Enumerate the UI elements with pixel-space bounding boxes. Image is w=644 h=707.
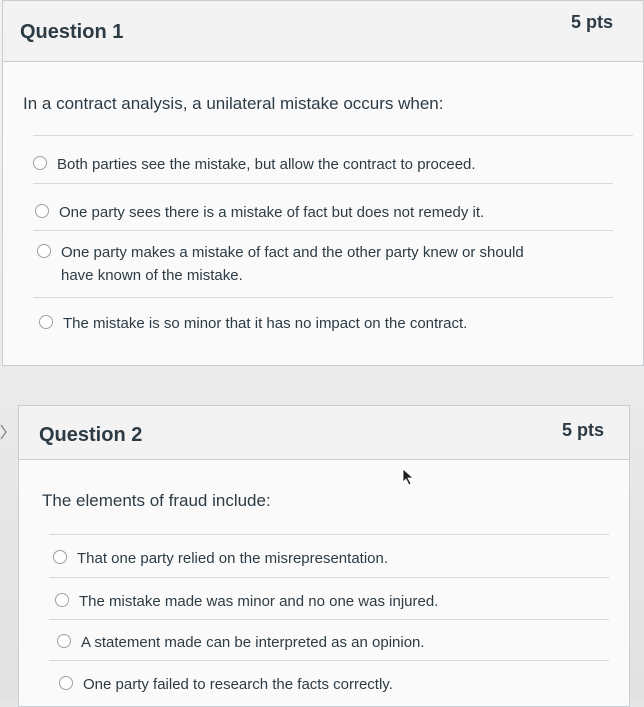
question-points: 5 pts <box>570 12 613 32</box>
divider <box>49 660 609 661</box>
answer-label: That one party relied on the misrepresentation. <box>77 550 389 567</box>
divider <box>33 297 613 298</box>
answer-option[interactable] <box>55 590 595 613</box>
radio-button[interactable] <box>35 204 49 218</box>
divider <box>33 183 613 184</box>
question-title: Question 1 <box>20 21 124 43</box>
radio-button[interactable] <box>39 315 53 329</box>
question-prompt: In a contract analysis, a unilateral mistake occurs when: <box>23 94 444 113</box>
radio-button[interactable] <box>59 676 73 690</box>
radio-button[interactable] <box>53 550 67 564</box>
answer-label: Both parties see the mistake, but allow the contract to proceed. <box>57 156 476 173</box>
answer-option[interactable] <box>37 241 557 288</box>
radio-button[interactable] <box>37 244 51 258</box>
radio-button[interactable] <box>57 634 71 648</box>
answer-option[interactable] <box>59 673 599 696</box>
answer-option[interactable] <box>35 201 595 224</box>
answer-option[interactable] <box>33 153 593 176</box>
answer-option[interactable] <box>53 547 593 570</box>
divider <box>33 230 613 231</box>
answer-option[interactable] <box>39 312 599 335</box>
answer-option[interactable] <box>57 631 597 654</box>
question-points: 5 pts <box>561 420 604 440</box>
answer-label: One party sees there is a mistake of fact but does not remedy it. <box>59 204 485 221</box>
radio-button[interactable] <box>55 593 69 607</box>
question-header-2 <box>19 406 629 460</box>
question-prompt: The elements of fraud include: <box>42 491 271 510</box>
answer-label: The mistake is so minor that it has no impact on the contract. <box>63 315 468 332</box>
answer-label: A statement made can be interpreted as an opinion. <box>81 634 425 651</box>
chevron-right-icon[interactable] <box>0 424 8 440</box>
answer-label: One party makes a mistake of fact and the other party knew or should have known of the mistake. <box>61 244 524 285</box>
divider <box>49 577 609 578</box>
question-card-1 <box>2 0 644 366</box>
mouse-pointer-icon <box>402 468 416 486</box>
question-title: Question 2 <box>39 424 143 446</box>
radio-button[interactable] <box>33 156 47 170</box>
answer-label: The mistake made was minor and no one was injured. <box>79 593 439 610</box>
answer-label: One party failed to research the facts correctly. <box>83 676 393 693</box>
divider <box>49 619 609 620</box>
divider <box>33 135 633 136</box>
question-card-2 <box>18 405 630 707</box>
divider <box>49 534 609 535</box>
question-header-1 <box>3 1 643 62</box>
